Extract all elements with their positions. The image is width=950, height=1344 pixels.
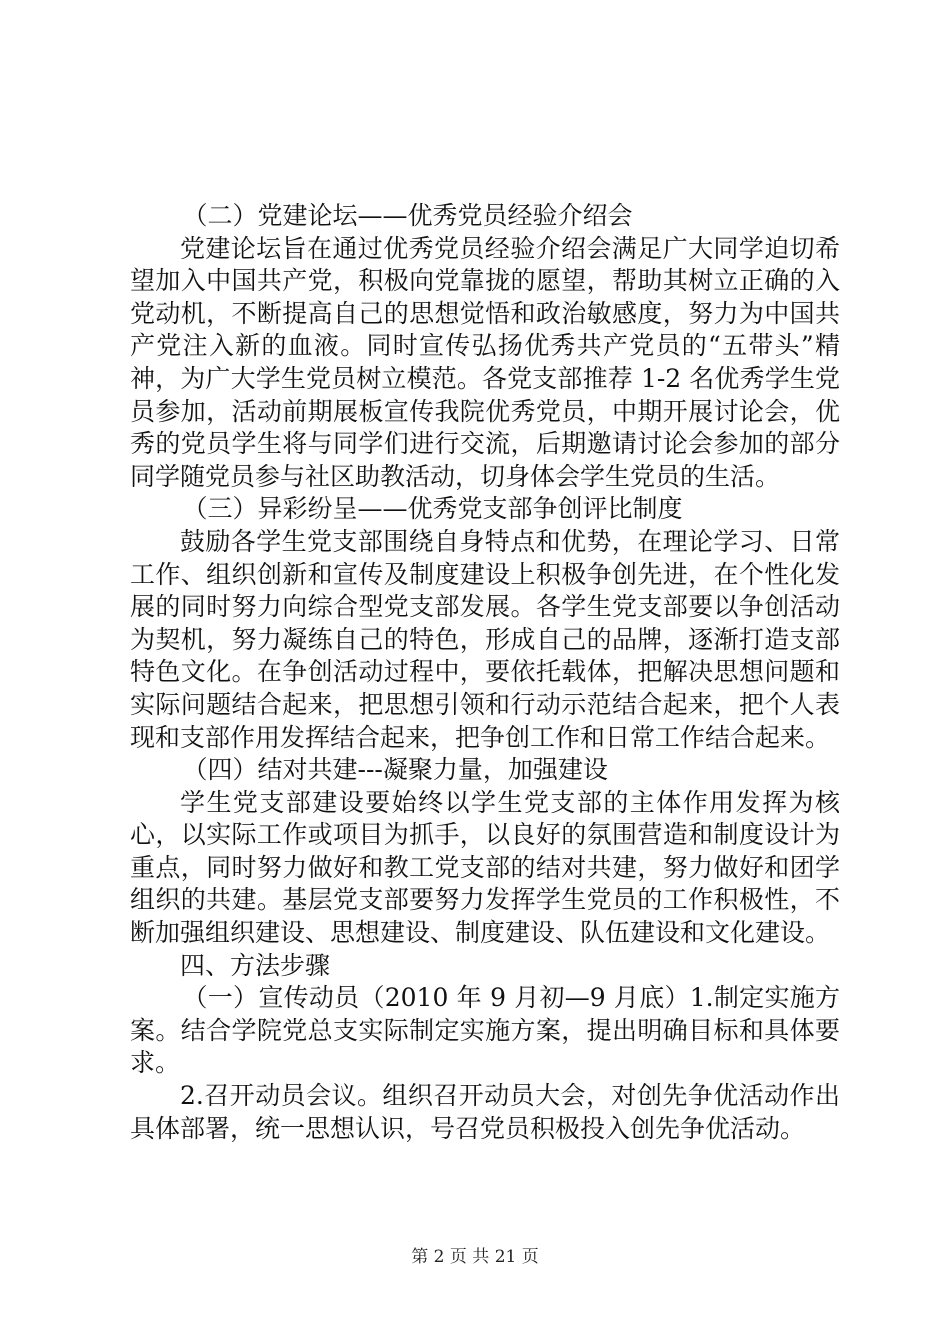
paragraph-branch-competition: 鼓励各学生党支部围绕自身特点和优势，在理论学习、日常工作、组织创新和宣传及制度建设上积极争创先进，在个性化发展的同时努力向综合型党支部发展。各学生党支部要以争创活动为契机，努力凝练自己的特色，形成自己的品牌，逐渐打造支部特色文化。在争创活动过程中，要依托载体，把解决思想问题和实际问题结合起来，把思想引领和行动示范结合起来，把个人表现和支部作用发挥结合起来，把争创工作和日常工作结合起来。 <box>130 526 840 752</box>
paragraph-mobilization-meeting: 2.召开动员会议。组织召开动员大会，对创先争优活动作出具体部署，统一思想认识，号召党员积极投入创先争优活动。 <box>130 1081 840 1143</box>
paragraph-branch-forum: 党建论坛旨在通过优秀党员经验介绍会满足广大同学迫切希望加入中国共产党，积极向党靠拢的愿望，帮助其树立正确的入党动机，不断提高自己的思想觉悟和政治敏感度，努力为中国共产党注入新的血液。同时宣传弘扬优秀共产党员的“五带头”精神，为广大学生党员树立模范。各党支部推荐 1-2 名优秀学生党员参加，活动前期展板宣传我院优秀党员，中期开展讨论会，优秀的党员学生将与同学们进行交流，后期邀请讨论会参加的部分同学随党员参与社区助教活动，切身体会学生党员的生活。 <box>130 233 840 491</box>
paragraph-publicity-mobilization: （一）宣传动员（2010 年 9 月初—9 月底）1.制定实施方案。结合学院党总支实际制定实施方案，提出明确目标和具体要求。 <box>130 983 840 1078</box>
section-heading-method-steps: 四、方法步骤 <box>180 950 331 980</box>
document-body <box>130 200 840 1145</box>
paragraph-joint-building: 学生党支部建设要始终以学生党支部的主体作用发挥为核心，以实际工作或项目为抓手，以良好的氛围营造和制度设计为重点，同时努力做好和教工党支部的结对共建，努力做好和团学组织的共建。基层党支部要努力发挥学生党员的工作积极性，不断加强组织建设、思想建设、制度建设、队伍建设和文化建设。 <box>130 787 840 948</box>
section-heading-branch-forum: （二）党建论坛——优秀党员经验介绍会 <box>182 201 633 230</box>
section-heading-joint-building: （四）结对共建---凝聚力量，加强建设 <box>182 755 608 785</box>
section-heading-branch-competition: （三）异彩纷呈——优秀党支部争创评比制度 <box>182 494 683 524</box>
page-number-footer: 第 2 页 共 21 页 <box>411 1247 539 1267</box>
